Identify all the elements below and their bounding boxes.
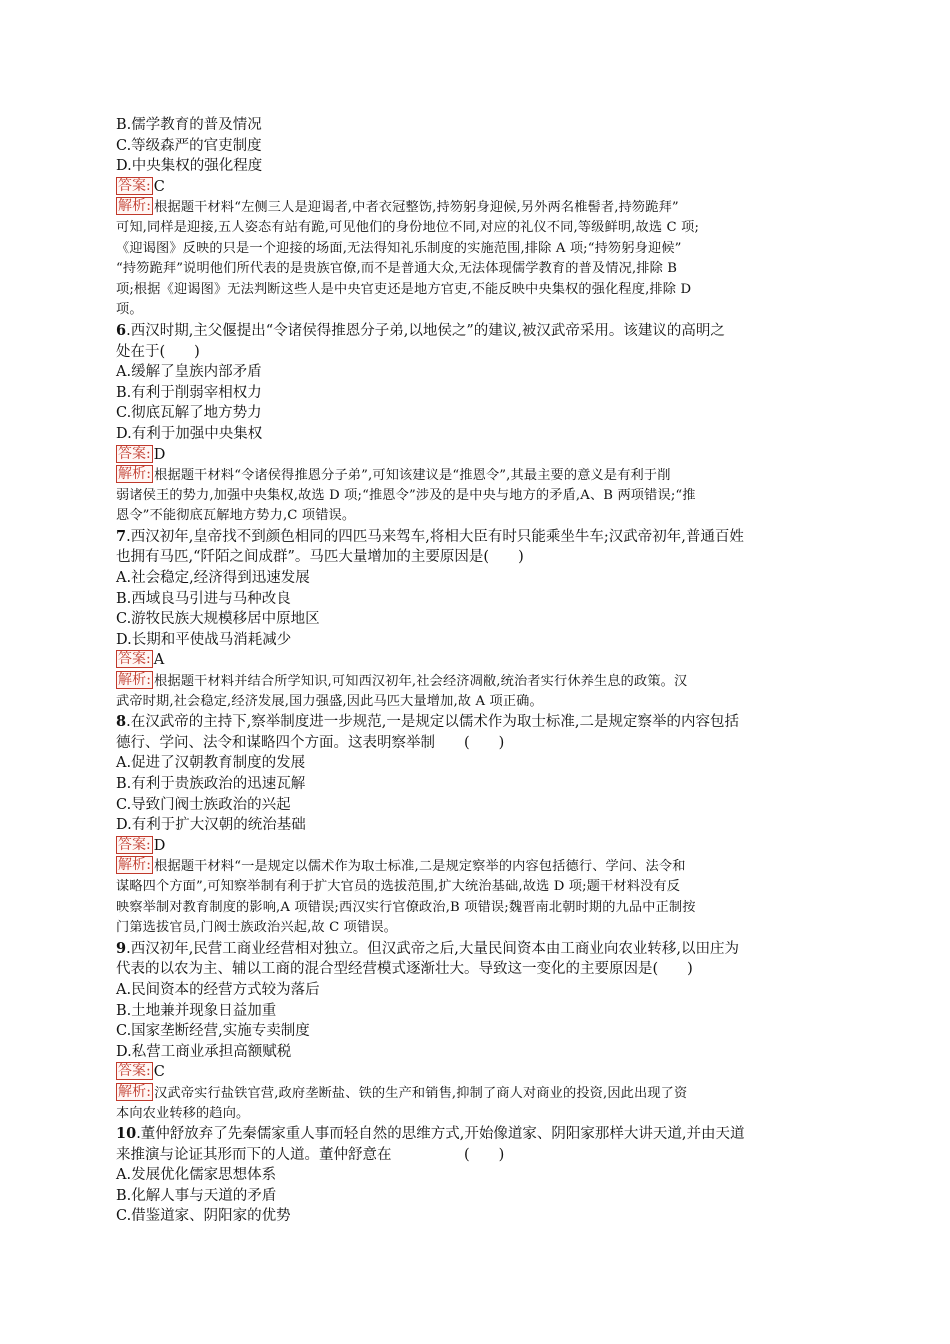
answer-line <box>116 836 836 857</box>
answer-tag: 答案: <box>118 177 151 194</box>
text-line <box>116 1001 836 1022</box>
line-text: .西汉初年,民营工商业经营相对独立。但汉武帝之后,大量民间资本由工商业向农业转移,以田庄为 <box>126 940 740 957</box>
line-text: 来推演与论证其形而下的人道。董仲舒意在 ( ) <box>116 1146 505 1163</box>
line-text: D.私营工商业承担高额赋税 <box>116 1043 292 1060</box>
line-text: .在汉武帝的主持下,察举制度进一步规范,一是规定以儒术作为取士标准,二是规定察举的内容包括 <box>126 714 740 731</box>
text-line <box>116 1165 836 1186</box>
analysis-tag: 解析: <box>118 857 152 874</box>
analysis-line <box>116 506 836 527</box>
line-text: C.游牧民族大规模移居中原地区 <box>116 611 320 628</box>
answer-tag: 答案: <box>118 836 151 853</box>
line-text: .西汉时期,主父偃提出“令诸侯得推恩分子弟,以地侯之”的建议,被汉武帝采用。该建议的高明之 <box>126 322 725 339</box>
question-stem <box>116 1124 836 1145</box>
line-text: 汉武帝实行盐铁官营,政府垄断盐、铁的生产和销售,抑制了商人对商业的投资,因此出现了资 <box>154 1085 688 1101</box>
line-text: 恩令”不能彻底瓦解地方势力,C 项错误。 <box>116 508 356 524</box>
text-line <box>116 568 836 589</box>
text-line <box>116 733 836 754</box>
line-text: C <box>153 1064 165 1081</box>
text-line <box>116 156 836 177</box>
line-text: 根据题干材料并结合所学知识,可知西汉初年,社会经济凋敝,统治者实行休养生息的政策。汉 <box>154 674 688 690</box>
question-number: 6 <box>116 321 127 339</box>
line-text: A.促进了汉朝教育制度的发展 <box>116 755 306 772</box>
question-stem <box>116 527 836 548</box>
line-text: D.长期和平使战马消耗减少 <box>116 631 292 648</box>
analysis-line <box>116 1083 836 1104</box>
line-text: D <box>153 446 166 463</box>
line-text: 处在于( ) <box>116 343 200 360</box>
text-line <box>116 589 836 610</box>
line-text: 门第选拔官员,门阀士族政治兴起,故 C 项错误。 <box>116 920 398 936</box>
line-text: 项。 <box>116 302 143 318</box>
analysis-line <box>116 692 836 713</box>
analysis-line <box>116 1104 836 1125</box>
analysis-tag: 解析: <box>118 1083 152 1100</box>
line-text: B.化解人事与天道的矛盾 <box>116 1187 277 1204</box>
line-text: 武帝时期,社会稳定,经济发展,国力强盛,因此马匹大量增加,故 A 项正确。 <box>116 693 543 709</box>
line-text: C.等级森严的官吏制度 <box>116 137 262 154</box>
analysis-line <box>116 486 836 507</box>
text-line <box>116 547 836 568</box>
text-line <box>116 795 836 816</box>
analysis-line <box>116 918 836 939</box>
text-line <box>116 1042 836 1063</box>
analysis-line <box>116 877 836 898</box>
text-line <box>116 424 836 445</box>
line-text: 可知,同样是迎接,五人姿态有站有跪,可见他们的身份地位不同,对应的礼仪不同,等级鲜明,故选 C 项; <box>116 219 700 235</box>
line-text: .西汉初年,皇帝找不到颜色相同的四匹马来驾车,将相大臣有时只能乘坐牛车;汉武帝初年,普通百姓 <box>126 528 744 545</box>
line-text: .董仲舒放弃了先秦儒家重人事而轻自然的思维方式,开始像道家、阴阳家那样大讲天道,并由天道 <box>136 1126 745 1143</box>
question-number: 10 <box>116 1125 137 1143</box>
text-line <box>116 1145 836 1166</box>
line-text: 项;根据《迎谒图》无法判断这些人是中央官吏还是地方官吏,不能反映中央集权的强化程度,排除 D <box>116 281 692 297</box>
question-stem <box>116 712 836 733</box>
text-line <box>116 1021 836 1042</box>
question-stem <box>116 321 836 342</box>
line-text: B.西域良马引进与马种改良 <box>116 590 291 607</box>
text-line <box>116 959 836 980</box>
line-text: C.导致门阀士族政治的兴起 <box>116 796 291 813</box>
analysis-line <box>116 671 836 692</box>
analysis-line <box>116 465 836 486</box>
line-text: 根据题干材料“左侧三人是迎谒者,中者衣冠整饬,持笏躬身迎候,另外两名椎髻者,持笏跪拜” <box>154 200 679 216</box>
answer-tag: 答案: <box>118 445 151 462</box>
text-line <box>116 774 836 795</box>
line-text: D <box>153 837 166 854</box>
line-text: D.有利于扩大汉朝的统治基础 <box>116 817 306 834</box>
line-text: 谋略四个方面”,可知察举制有利于扩大官员的选拔范围,扩大统治基础,故选 D 项;题干材料没有反 <box>116 878 681 894</box>
line-text: A.缓解了皇族内部矛盾 <box>116 364 262 381</box>
question-number: 7 <box>116 527 127 545</box>
answer-line <box>116 177 836 198</box>
line-text: 根据题干材料“一是规定以儒术作为取士标准,二是规定察举的内容包括德行、学问、法令和 <box>154 859 686 875</box>
text-line <box>116 403 836 424</box>
line-text: 本向农业转移的趋向。 <box>116 1105 250 1121</box>
line-text: D.中央集权的强化程度 <box>116 158 263 175</box>
answer-line <box>116 445 836 466</box>
answer-line <box>116 1062 836 1083</box>
text-line <box>116 362 836 383</box>
analysis-line <box>116 300 836 321</box>
text-line <box>116 1186 836 1207</box>
line-text: D.有利于加强中央集权 <box>116 425 263 442</box>
text-line <box>116 342 836 363</box>
text-line <box>116 980 836 1001</box>
text-line <box>116 115 836 136</box>
answer-tag: 答案: <box>118 1063 151 1080</box>
analysis-line <box>116 259 836 280</box>
text-line <box>116 136 836 157</box>
line-text: 《迎谒图》反映的只是一个迎接的场面,无法得知礼乐制度的实施范围,排除 A 项;“持笏躬身迎候” <box>116 240 682 256</box>
line-text: 也拥有马匹,“阡陌之间成群”。马匹大量增加的主要原因是( ) <box>116 549 524 566</box>
document-body <box>116 115 836 1227</box>
line-text: 映察举制对教育制度的影响,A 项错误;西汉实行官僚政治,B 项错误;魏晋南北朝时期的九品中正制按 <box>116 899 696 915</box>
analysis-line <box>116 218 836 239</box>
text-line <box>116 815 836 836</box>
analysis-tag: 解析: <box>118 466 152 483</box>
text-line <box>116 753 836 774</box>
line-text: C.国家垄断经营,实施专卖制度 <box>116 1023 310 1040</box>
line-text: C.借鉴道家、阴阳家的优势 <box>116 1208 291 1225</box>
line-text: C <box>153 178 165 195</box>
line-text: A.发展优化儒家思想体系 <box>116 1167 277 1184</box>
line-text: A.民间资本的经营方式较为落后 <box>116 981 320 998</box>
line-text: A <box>153 652 165 669</box>
line-text: 弱诸侯王的势力,加强中央集权,故选 D 项;“推恩令”涉及的是中央与地方的矛盾,A、B 两项错误;“推 <box>116 487 696 503</box>
line-text: C.彻底瓦解了地方势力 <box>116 405 262 422</box>
answer-tag: 答案: <box>118 651 151 668</box>
text-line <box>116 609 836 630</box>
line-text: B.儒学教育的普及情况 <box>116 117 262 133</box>
text-line <box>116 1206 836 1227</box>
analysis-line <box>116 898 836 919</box>
line-text: B.土地兼并现象日益加重 <box>116 1002 277 1019</box>
line-text: 代表的以农为主、辅以工商的混合型经营模式逐渐壮大。导致这一变化的主要原因是( ) <box>116 961 693 978</box>
analysis-line <box>116 197 836 218</box>
question-number: 9 <box>116 939 127 957</box>
line-text: “持笏跪拜”说明他们所代表的是贵族官僚,而不是普通大众,无法体现儒学教育的普及情况,排除 B <box>116 261 678 277</box>
analysis-line <box>116 239 836 260</box>
line-text: 根据题干材料“令诸侯得推恩分子弟”,可知该建议是“推恩令”,其最主要的意义是有利于削 <box>154 468 671 484</box>
analysis-tag: 解析: <box>118 672 152 689</box>
line-text: B.有利于削弱宰相权力 <box>116 384 262 401</box>
analysis-line <box>116 856 836 877</box>
question-stem <box>116 939 836 960</box>
line-text: A.社会稳定,经济得到迅速发展 <box>116 570 310 587</box>
analysis-line <box>116 280 836 301</box>
question-number: 8 <box>116 713 127 731</box>
answer-line <box>116 650 836 671</box>
text-line <box>116 630 836 651</box>
line-text: 德行、学问、法令和谋略四个方面。这表明察举制 ( ) <box>116 734 505 751</box>
text-line <box>116 383 836 404</box>
analysis-tag: 解析: <box>118 198 152 215</box>
line-text: B.有利于贵族政治的迅速瓦解 <box>116 776 306 792</box>
